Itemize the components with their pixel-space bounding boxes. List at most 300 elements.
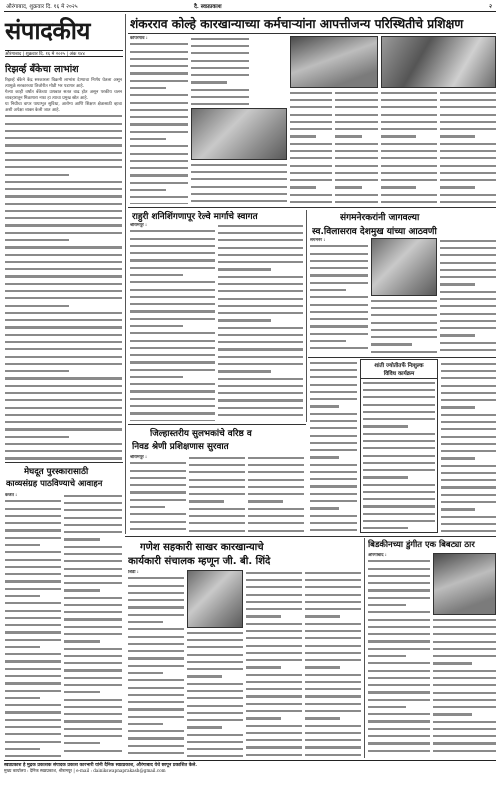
text-line: [64, 677, 122, 683]
text-line: [305, 717, 361, 723]
text-line: [218, 283, 303, 289]
ganesh-col1: [128, 570, 184, 757]
text-line: [5, 166, 122, 172]
text-line: [310, 333, 368, 339]
text-line: [368, 684, 430, 690]
shanti-box-title: [361, 360, 437, 379]
text-line: [64, 582, 122, 588]
text-line: [191, 38, 249, 44]
text-line: [433, 742, 496, 748]
sangamner-headline: संगमनेरकरांनी जागवल्या: [340, 213, 420, 223]
text-line: [218, 239, 303, 245]
text-line: [130, 123, 188, 129]
text-line: [130, 506, 186, 512]
text-line: [5, 130, 122, 136]
rule: [308, 357, 496, 358]
text-line: [246, 652, 302, 658]
text-line: [5, 544, 61, 550]
text-line: [128, 628, 184, 634]
text-line: [5, 436, 122, 442]
text-line: [363, 455, 435, 461]
text-line: [310, 267, 368, 273]
text-line: [363, 505, 435, 511]
district-headline-2: निवड श्रेणी प्रशिक्षणास सुरवात: [132, 442, 229, 452]
text-line: [381, 172, 437, 178]
text-line: [246, 645, 302, 651]
text-line: [5, 711, 61, 717]
text-line: [5, 159, 122, 165]
main-story-col4: [335, 90, 378, 204]
text-line: [130, 491, 186, 497]
text-line: [305, 615, 361, 621]
text-line: [218, 268, 303, 274]
text-line: [441, 385, 496, 391]
text-line: [5, 290, 122, 296]
district-col2: [189, 455, 245, 533]
text-line: [5, 631, 61, 637]
text-line: [187, 683, 243, 689]
text-line: [130, 145, 188, 151]
text-line: [310, 500, 357, 506]
text-line: [5, 334, 122, 340]
text-line: [335, 114, 378, 120]
story-dateline: कर्जत :: [5, 493, 18, 498]
text-line: [5, 224, 122, 230]
text-line: [290, 135, 332, 141]
text-line: [305, 579, 361, 585]
text-line: [441, 494, 496, 500]
text-line: [246, 615, 302, 621]
text-line: [130, 420, 215, 421]
text-line: [5, 123, 122, 129]
text-line: [191, 96, 249, 102]
text-line: [305, 725, 361, 731]
text-line: [5, 341, 122, 347]
text-line: [440, 262, 496, 268]
text-line: [130, 189, 188, 195]
text-line: [187, 690, 243, 696]
text-line: [310, 282, 368, 288]
text-line: [368, 713, 430, 719]
text-line: [440, 157, 496, 163]
text-line: [305, 703, 361, 709]
text-line: [128, 708, 184, 714]
text-line: [64, 589, 122, 595]
text-line: [363, 520, 435, 526]
text-line: [130, 462, 186, 468]
text-line: [64, 633, 122, 639]
text-line: [305, 754, 361, 757]
text-line: [246, 695, 302, 701]
text-line: [440, 247, 496, 253]
text-line: [5, 566, 61, 572]
text-line: [218, 247, 303, 253]
text-line: [368, 575, 430, 581]
text-line: [440, 172, 496, 178]
text-line: [248, 479, 304, 485]
text-line: [5, 704, 61, 710]
text-line: [310, 493, 357, 499]
text-line: [5, 261, 122, 267]
text-line: [130, 72, 188, 78]
text-line: [248, 522, 304, 528]
text-line: [5, 646, 61, 652]
shanti-box-body: [361, 379, 437, 529]
text-line: [305, 572, 361, 578]
text-line: [191, 103, 249, 106]
text-line: [248, 464, 304, 470]
text-line: [363, 404, 435, 410]
text-line: [335, 165, 378, 171]
text-line: [310, 456, 357, 462]
main-story-col2b: [191, 162, 287, 204]
text-line: [246, 666, 302, 672]
text-line: [440, 194, 496, 200]
text-line: [335, 201, 378, 204]
text-line: [440, 276, 496, 282]
text-line: [440, 283, 496, 289]
page-footer: [4, 760, 496, 792]
text-line: [191, 60, 249, 66]
text-line: [310, 318, 368, 324]
text-line: [128, 650, 184, 656]
text-line: [128, 694, 184, 700]
text-line: [305, 586, 361, 592]
text-line: [130, 398, 215, 404]
text-line: [335, 157, 378, 163]
text-line: [363, 447, 435, 453]
text-line: [441, 428, 496, 434]
text-line: [64, 553, 122, 559]
text-line: [368, 670, 430, 676]
main-story-col6: [440, 90, 496, 204]
bidkin-headline: बिडकीनच्या डुंगीत एक बिबट्या ठार: [368, 539, 475, 549]
text-line: [335, 128, 378, 134]
text-line: [310, 471, 357, 477]
district-headline: जिल्हास्तरीय सुलभकांचे वरिष्ठ व: [150, 429, 252, 439]
text-line: [310, 253, 368, 259]
story-photo: [191, 108, 287, 160]
text-line: [130, 296, 215, 302]
text-line: [368, 728, 430, 734]
text-line: [368, 720, 430, 726]
text-line: [64, 495, 122, 501]
text-line: [130, 325, 215, 331]
text-line: [441, 516, 496, 522]
text-line: [189, 471, 245, 477]
text-line: [335, 99, 378, 105]
text-line: [290, 92, 332, 98]
text-line: [305, 594, 361, 600]
text-line: [218, 298, 303, 304]
text-line: [187, 726, 243, 732]
text-line: [64, 546, 122, 552]
text-line: [368, 597, 430, 603]
text-line: [128, 737, 184, 743]
text-line: [187, 646, 243, 652]
text-line: [130, 167, 188, 173]
text-line: [335, 194, 378, 200]
text-line: [381, 121, 437, 127]
text-line: [368, 655, 430, 661]
text-line: [5, 457, 122, 460]
text-line: [5, 573, 61, 579]
text-line: [187, 719, 243, 725]
text-line: [64, 517, 122, 523]
text-line: [310, 405, 357, 411]
text-line: [218, 356, 303, 362]
text-line: [130, 521, 186, 527]
text-line: [433, 706, 496, 712]
text-line: [187, 668, 243, 674]
text-line: [290, 201, 332, 204]
footer-address: मुख्य कार्यालय : दैनिक स्वप्नप्रकाश, श्रीरामपूर | e-mail : dainikswapnaprakash@gmail.com: [4, 768, 166, 774]
text-line: [246, 688, 302, 694]
text-line: [305, 688, 361, 694]
text-line: [290, 143, 332, 149]
text-line: [310, 515, 357, 521]
text-line: [130, 182, 188, 188]
text-line: [246, 594, 302, 600]
text-line: [218, 414, 303, 420]
text-line: [305, 659, 361, 665]
text-line: [64, 655, 122, 661]
text-line: [363, 513, 435, 519]
text-line: [5, 559, 61, 565]
text-line: [305, 746, 361, 752]
text-line: [310, 304, 368, 310]
text-line: [441, 479, 496, 485]
text-line: [5, 239, 122, 245]
text-line: [371, 300, 437, 306]
meghdoot-headline: मेघदूत पुरस्कारासाठी: [24, 467, 89, 477]
text-line: [187, 639, 243, 645]
text-line: [368, 560, 430, 566]
text-line: [128, 636, 184, 642]
text-line: [368, 611, 430, 617]
text-line: [441, 465, 496, 471]
text-line: [128, 730, 184, 736]
text-line: [128, 592, 184, 598]
text-line: [440, 135, 496, 141]
text-line: [363, 396, 435, 402]
text-line: [187, 654, 243, 660]
text-line: [191, 81, 249, 87]
text-line: [381, 99, 437, 105]
text-line: [248, 500, 304, 506]
text-line: [246, 674, 302, 680]
text-line: [64, 597, 122, 603]
text-line: [5, 624, 61, 630]
district-col4: [310, 360, 357, 533]
text-line: [130, 354, 215, 360]
text-line: [433, 684, 496, 690]
text-line: [128, 701, 184, 707]
text-line: [5, 275, 122, 281]
text-line: [5, 748, 61, 754]
text-line: [187, 712, 243, 718]
text-line: [433, 619, 496, 625]
text-line: [187, 705, 243, 711]
text-line: [130, 259, 215, 265]
text-line: [368, 568, 430, 574]
text-line: [440, 121, 496, 127]
text-line: [5, 668, 61, 674]
text-line: [290, 172, 332, 178]
bidkin-col2: [433, 617, 496, 757]
text-line: [246, 579, 302, 585]
text-line: [310, 435, 357, 441]
text-line: [310, 245, 368, 251]
text-line: [310, 325, 368, 331]
text-line: [246, 630, 302, 636]
text-line: [218, 276, 303, 282]
text-line: [5, 407, 122, 413]
text-line: [130, 109, 188, 115]
rule: [128, 424, 306, 425]
text-line: [368, 742, 430, 748]
text-line: [130, 405, 215, 411]
column-divider: [364, 538, 365, 758]
text-line: [64, 502, 122, 508]
text-line: [130, 528, 186, 533]
text-line: [440, 165, 496, 171]
text-line: [218, 305, 303, 311]
text-line: [64, 611, 122, 617]
text-line: [441, 472, 496, 478]
text-line: [305, 710, 361, 716]
text-line: [128, 752, 184, 757]
text-line: [191, 193, 287, 199]
text-line: [433, 648, 496, 654]
text-line: [433, 670, 496, 676]
text-line: [305, 652, 361, 658]
text-line: [130, 376, 215, 382]
text-line: [381, 114, 437, 120]
text-line: [5, 682, 61, 688]
bidkin-col1: [368, 553, 430, 757]
text-line: [433, 699, 496, 705]
text-line: [310, 376, 357, 382]
text-line: [440, 327, 496, 333]
text-line: [246, 623, 302, 629]
story-dateline: श्रीरामपूर :: [130, 223, 147, 228]
text-line: [440, 143, 496, 149]
editorial-paragraph: गेल्या काही वर्षांत बँकेच्या उत्पन्नात सतत वाढ होत असून परकीय चलन व्यवहारातून मिळणारा नफा हा त्याचा प्रमुख स्रोत आहे.: [5, 90, 122, 101]
sangamner-col2: [371, 298, 437, 354]
text-line: [218, 312, 303, 318]
text-line: [191, 178, 287, 184]
ganesh-col4: [305, 570, 361, 757]
text-line: [130, 499, 186, 505]
text-line: [441, 443, 496, 449]
text-line: [440, 291, 496, 297]
text-line: [310, 478, 357, 484]
text-line: [248, 457, 304, 463]
text-line: [305, 674, 361, 680]
text-line: [5, 283, 122, 289]
text-line: [130, 383, 215, 389]
text-line: [191, 52, 249, 58]
text-line: [310, 340, 368, 346]
text-line: [363, 425, 435, 431]
text-line: [130, 332, 215, 338]
text-line: [64, 531, 122, 537]
text-line: [5, 414, 122, 420]
text-line: [5, 348, 122, 354]
text-line: [440, 298, 496, 304]
text-line: [189, 530, 245, 534]
text-line: [218, 334, 303, 340]
text-line: [5, 508, 61, 514]
text-line: [433, 728, 496, 734]
text-line: [310, 420, 357, 426]
text-line: [310, 507, 357, 513]
text-line: [441, 501, 496, 507]
text-line: [128, 723, 184, 729]
text-line: [290, 179, 332, 185]
text-line: [246, 659, 302, 665]
text-line: [130, 116, 188, 122]
rule: [308, 536, 496, 537]
text-line: [128, 672, 184, 678]
text-line: [218, 385, 303, 391]
text-line: [5, 602, 61, 608]
text-line: [363, 527, 435, 529]
text-line: [246, 732, 302, 738]
text-line: [5, 450, 122, 456]
text-line: [381, 201, 437, 204]
text-line: [368, 633, 430, 639]
railway-col2: [218, 223, 303, 421]
text-line: [363, 491, 435, 497]
text-line: [368, 589, 430, 595]
story-dateline: शिर्डी :: [128, 570, 139, 575]
page-number: २: [489, 4, 492, 10]
text-line: [290, 150, 332, 156]
text-line: [128, 599, 184, 605]
text-line: [335, 121, 378, 127]
text-line: [130, 513, 186, 519]
text-line: [441, 523, 496, 529]
sangamner-headline-2: स्व.विलासराव देशमुख यांच्या आठवणी: [312, 227, 437, 237]
text-line: [5, 522, 61, 528]
text-line: [130, 131, 188, 137]
text-line: [130, 252, 215, 258]
shanti-box-title-line-2: विविध कार्यक्रम: [383, 371, 415, 377]
text-line: [64, 648, 122, 654]
story-photo: [381, 36, 496, 88]
text-line: [290, 165, 332, 171]
text-line: [130, 43, 188, 49]
text-line: [441, 414, 496, 420]
text-line: [130, 303, 215, 309]
main-story-col3: [290, 90, 332, 204]
editorial-body: [5, 78, 122, 460]
text-line: [128, 606, 184, 612]
text-line: [441, 486, 496, 492]
ganesh-col3: [246, 570, 302, 757]
text-line: [310, 413, 357, 419]
text-line: [5, 399, 122, 405]
text-line: [130, 390, 215, 396]
text-line: [128, 716, 184, 722]
text-line: [440, 313, 496, 319]
story-photo: [290, 36, 378, 88]
text-line: [440, 99, 496, 105]
text-line: [130, 477, 186, 483]
text-line: [5, 660, 61, 666]
